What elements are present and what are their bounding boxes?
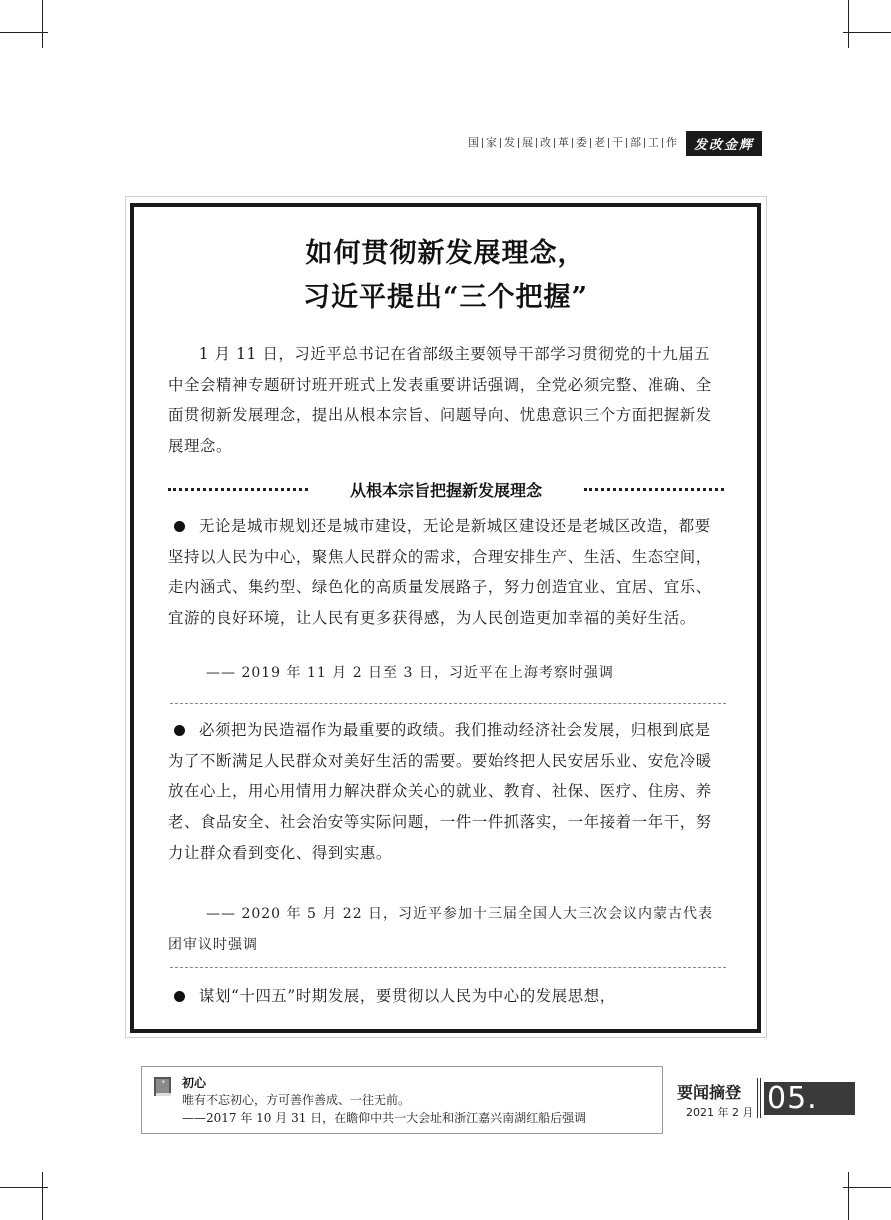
bullet-icon — [174, 991, 185, 1002]
header-char: 干 — [612, 136, 623, 149]
dashed-divider — [170, 703, 726, 704]
header-char: 改 — [540, 136, 551, 149]
header-char: 作 — [666, 136, 677, 149]
bullet-icon — [174, 725, 185, 736]
issue-date: 2021 年 2 月 — [686, 1106, 754, 1119]
quote-text: 无论是城市规划还是城市建设，无论是新城区建设还是老城区改造，都要坚持以人民为中心，聚焦人民群众的需求，合理安排生产、生活、生态空间，走内涵式、集约型、绿色化的高质量发展路子，努力创造宜业、宜居、宜乐、宜游的良好环境，让人民有更多获得感，为人民创造更加幸福的美好生活。 — [168, 517, 712, 628]
dotted-divider — [584, 488, 724, 491]
crop-mark — [0, 1187, 48, 1188]
header-char: 发 — [504, 136, 515, 149]
header-char: 展 — [522, 136, 533, 149]
header-char: 国 — [468, 136, 479, 149]
dotted-divider — [168, 488, 308, 491]
motto-source: ——2017 年 10 月 31 日，在瞻仰中共一大会址和浙江嘉兴南湖红船后强调 — [182, 1111, 587, 1125]
crop-mark — [42, 1172, 43, 1220]
quote-text: 谋划“十四五”时期发展，要贯彻以人民为中心的发展思想， — [199, 987, 616, 1005]
dashed-divider — [170, 967, 726, 968]
crop-mark — [848, 0, 849, 48]
section-heading — [168, 477, 724, 501]
quote-text: 必须把为民造福作为最重要的政绩。我们推动经济社会发展，归根到底是为了不断满足人民群众对美好生活的需要。要始终把人民安居乐业、安危冷暖放在心上，用心用情用力解决群众关心的就业、教育、社保、医疗、住房、养老、食品安全、社会治安等实际问题，一件一件抓落实，一年接着一年干，努力让群众看到变化、得到实惠。 — [168, 721, 712, 862]
crop-mark — [843, 1187, 891, 1188]
header-char: 家 — [486, 136, 497, 149]
page-header — [465, 132, 762, 154]
header-char: 部 — [630, 136, 641, 149]
quote-paragraph — [168, 981, 724, 1012]
footer-divider — [760, 1078, 761, 1118]
quote-paragraph — [168, 715, 724, 869]
section-title: 从根本宗旨把握新发展理念 — [349, 480, 542, 500]
intro-paragraph: 1 月 11 日，习近平总书记在省部级主要领导干部学习贯彻党的十九届五中全会精神专题研讨班开班式上发表重要讲话强调，全党必须完整、准确、全面贯彻新发展理念，提出从根本宗旨、问题导向、忧患意识三个方面把握新发展理念。 — [168, 345, 712, 456]
header-char: 革 — [558, 136, 569, 149]
page-number: 05. — [764, 1082, 855, 1115]
section-name: 要闻摘登 — [677, 1083, 742, 1102]
article-title-line1: 如何贯彻新发展理念， — [305, 238, 586, 269]
motto-title: 初心 — [182, 1076, 207, 1090]
header-char: 工 — [648, 136, 659, 149]
motto-text: 唯有不忘初心，方可善作善成、一往无前。 — [182, 1093, 411, 1107]
bullet-icon — [174, 521, 185, 532]
crop-mark — [0, 32, 48, 33]
crop-mark — [843, 32, 891, 33]
footer-divider — [757, 1078, 758, 1118]
svg-text:*: * — [161, 1079, 165, 1087]
publication-logo: 发改金辉 — [686, 131, 762, 156]
quote-source: —— 2020 年 5 月 22 日，习近平参加十三届全国人大三次会议内蒙古代表团审议时强调 — [168, 906, 714, 953]
header-publisher — [465, 137, 680, 149]
header-char: 委 — [576, 136, 587, 149]
crop-mark — [848, 1172, 849, 1220]
crop-mark — [42, 0, 43, 48]
quote-source: —— 2019 年 11 月 2 日至 3 日，习近平在上海考察时强调 — [206, 665, 614, 681]
book-icon — [153, 1076, 173, 1098]
header-char: 老 — [594, 136, 605, 149]
quote-paragraph — [168, 511, 724, 634]
article-title-line2: 习近平提出“三个把握” — [302, 282, 589, 313]
